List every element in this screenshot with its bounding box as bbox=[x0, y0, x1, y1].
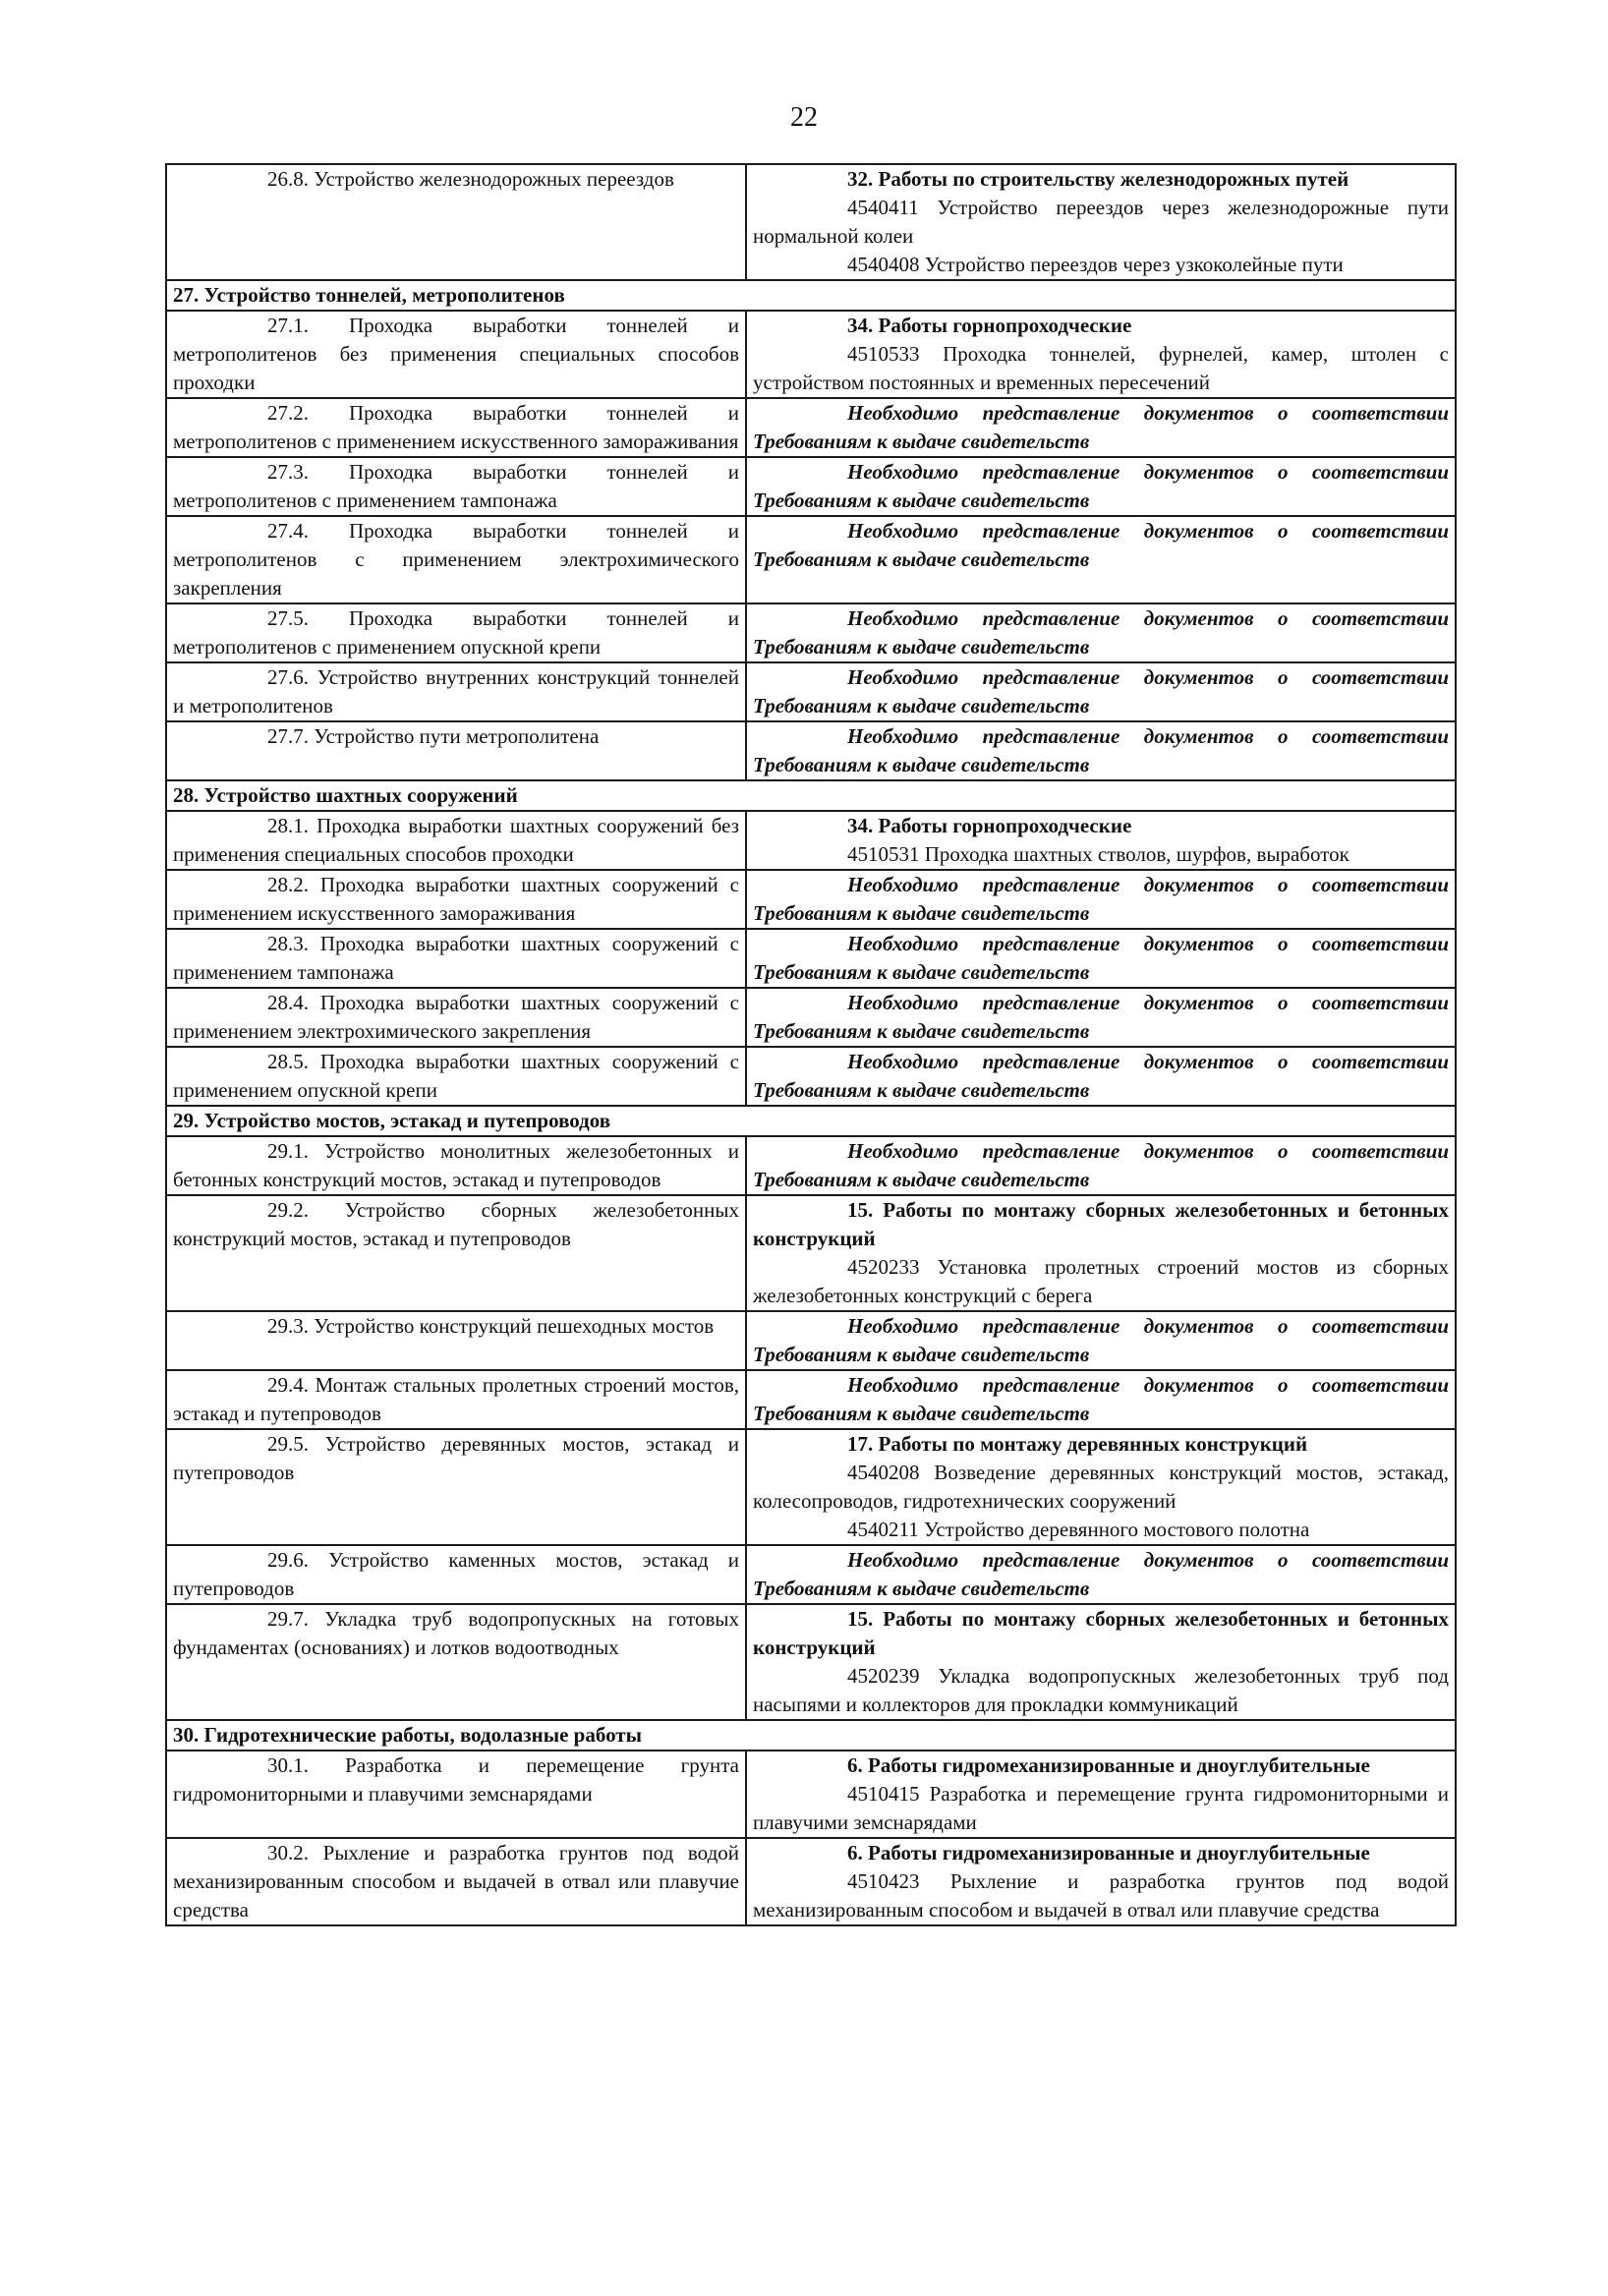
work-group-text: 32. Работы по строительству железнодорожных путей bbox=[847, 167, 1350, 191]
work-type-text: 29.7. Укладка труб водопропускных на готовых фундаментах (основаниях) и лотков водоотводных bbox=[173, 1607, 739, 1659]
table-row bbox=[166, 311, 1456, 398]
table-row bbox=[166, 662, 1456, 721]
work-type-text: 27.6. Устройство внутренних конструкций тоннелей и метрополитенов bbox=[173, 665, 739, 718]
classifier-cell bbox=[746, 164, 1456, 280]
work-type-cell bbox=[166, 1838, 746, 1925]
table-row bbox=[166, 1751, 1456, 1838]
classifier-code bbox=[753, 840, 1449, 869]
section-row bbox=[166, 280, 1456, 311]
table-row bbox=[166, 457, 1456, 516]
work-type-text: 29.4. Монтаж стальных пролетных строений мостов, эстакад и путепроводов bbox=[173, 1373, 739, 1425]
classifier-code bbox=[753, 1516, 1449, 1544]
section-row bbox=[166, 1106, 1456, 1136]
work-group-text: 6. Работы гидромеханизированные и дноуглубительные bbox=[847, 1841, 1370, 1865]
table-row bbox=[166, 516, 1456, 603]
requirement-note bbox=[753, 604, 1449, 661]
work-type-text: 29.2. Устройство сборных железобетонных конструкций мостов, эстакад и путепроводов bbox=[173, 1198, 739, 1250]
work-type-cell bbox=[166, 457, 746, 516]
classifier-cell bbox=[746, 516, 1456, 603]
work-type-text: 26.8. Устройство железнодорожных переездов bbox=[267, 167, 674, 191]
classifier-code-text: 4540408 Устройство переездов через узкоколейные пути bbox=[847, 253, 1344, 276]
classifier-code bbox=[753, 1253, 1449, 1310]
classifier-code-text: 4510423 Рыхление и разработка грунтов под водой механизированным способом и выдачей в отвал или плавучие средства bbox=[753, 1869, 1449, 1922]
classifier-code-text: 4510533 Проходка тоннелей, фурнелей, камер, штолен с устройством постоянных и временных пересечений bbox=[753, 342, 1449, 394]
classifier-code bbox=[753, 1662, 1449, 1719]
classifier-code bbox=[753, 1459, 1449, 1516]
classifier-cell bbox=[746, 1136, 1456, 1195]
work-group-title bbox=[753, 1605, 1449, 1662]
requirement-text: Необходимо представление документов о соответствии Требованиям к выдаче свидетельств bbox=[753, 1139, 1449, 1191]
table-row bbox=[166, 811, 1456, 870]
work-type-cell bbox=[166, 929, 746, 988]
classifier-code bbox=[753, 251, 1449, 279]
classifier-cell bbox=[746, 1838, 1456, 1925]
work-type-text: 28.4. Проходка выработки шахтных сооружений с применением электрохимического закрепления bbox=[173, 991, 739, 1043]
classifier-code bbox=[753, 340, 1449, 397]
requirement-text: Необходимо представление документов о соответствии Требованиям к выдаче свидетельств bbox=[753, 1548, 1449, 1600]
requirement-text: Необходимо представление документов о соответствии Требованиям к выдаче свидетельств bbox=[753, 665, 1449, 718]
classifier-code-text: 4510415 Разработка и перемещение грунта гидромониторными и плавучими земснарядами bbox=[753, 1782, 1449, 1834]
table-row bbox=[166, 1545, 1456, 1604]
requirement-note bbox=[753, 399, 1449, 456]
work-type-cell bbox=[166, 721, 746, 780]
work-group-title bbox=[753, 1430, 1449, 1459]
work-type-text: 27.7. Устройство пути метрополитена bbox=[267, 724, 600, 748]
table-row bbox=[166, 398, 1456, 457]
requirement-note bbox=[753, 1371, 1449, 1428]
work-group-title bbox=[753, 312, 1449, 340]
work-type-text: 27.4. Проходка выработки тоннелей и метрополитенов с применением электрохимического закрепления bbox=[173, 519, 739, 600]
work-type-cell bbox=[166, 1136, 746, 1195]
work-type-text: 30.1. Разработка и перемещение грунта гидромониторными и плавучими земснарядами bbox=[173, 1753, 739, 1806]
classifier-code-text: 4520233 Установка пролетных строений мостов из сборных железобетонных конструкций с берега bbox=[753, 1255, 1449, 1307]
requirement-note bbox=[753, 663, 1449, 720]
table-row bbox=[166, 1838, 1456, 1925]
work-type-text: 28.1. Проходка выработки шахтных сооружений без применения специальных способов проходки bbox=[173, 814, 739, 866]
work-type-cell bbox=[166, 662, 746, 721]
requirement-note bbox=[753, 930, 1449, 987]
classifier-cell bbox=[746, 870, 1456, 929]
requirement-text: Необходимо представление документов о соответствии Требованиям к выдаче свидетельств bbox=[753, 873, 1449, 925]
requirement-note bbox=[753, 517, 1449, 574]
requirement-note bbox=[753, 1048, 1449, 1105]
table-row bbox=[166, 164, 1456, 280]
classifier-cell bbox=[746, 1604, 1456, 1720]
table-row bbox=[166, 988, 1456, 1047]
table-row bbox=[166, 721, 1456, 780]
classifier-cell bbox=[746, 311, 1456, 398]
requirement-text: Необходимо представление документов о соответствии Требованиям к выдаче свидетельств bbox=[753, 1373, 1449, 1425]
work-type-cell bbox=[166, 1751, 746, 1838]
classifier-code-text: 4540411 Устройство переездов через железнодорожные пути нормальной колеи bbox=[753, 196, 1449, 248]
classifier-code-text: 4540208 Возведение деревянных конструкций мостов, эстакад, колесопроводов, гидротехнических сооружений bbox=[753, 1461, 1449, 1513]
classifier-cell bbox=[746, 398, 1456, 457]
requirement-note bbox=[753, 1137, 1449, 1194]
work-type-text: 29.1. Устройство монолитных железобетонных и бетонных конструкций мостов, эстакад и путепроводов bbox=[173, 1139, 739, 1191]
work-type-cell bbox=[166, 1311, 746, 1370]
page-number: 22 bbox=[790, 102, 818, 133]
work-type-cell bbox=[166, 1429, 746, 1545]
classifier-cell bbox=[746, 721, 1456, 780]
work-group-text: 17. Работы по монтажу деревянных конструкций bbox=[847, 1432, 1308, 1456]
requirement-note bbox=[753, 1546, 1449, 1603]
classifier-code-text: 4510531 Проходка шахтных стволов, шурфов, выработок bbox=[847, 842, 1350, 866]
work-group-title bbox=[753, 165, 1449, 194]
work-type-cell bbox=[166, 398, 746, 457]
work-type-text: 27.5. Проходка выработки тоннелей и метрополитенов с применением опускной крепи bbox=[173, 606, 739, 659]
works-table bbox=[165, 163, 1457, 1926]
classifier-cell bbox=[746, 1047, 1456, 1106]
table-row bbox=[166, 929, 1456, 988]
work-group-text: 15. Работы по монтажу сборных железобетонных и бетонных конструкций bbox=[753, 1198, 1449, 1250]
work-type-cell bbox=[166, 164, 746, 280]
classifier-cell bbox=[746, 1370, 1456, 1429]
work-type-text: 29.6. Устройство каменных мостов, эстакад и путепроводов bbox=[173, 1548, 739, 1600]
requirement-note bbox=[753, 989, 1449, 1046]
work-type-cell bbox=[166, 870, 746, 929]
requirement-note bbox=[753, 1312, 1449, 1369]
classifier-cell bbox=[746, 662, 1456, 721]
work-group-title bbox=[753, 1751, 1449, 1780]
work-type-cell bbox=[166, 1370, 746, 1429]
work-group-text: 34. Работы горнопроходческие bbox=[847, 314, 1132, 337]
classifier-code bbox=[753, 1867, 1449, 1924]
classifier-code-text: 4540211 Устройство деревянного мостового полотна bbox=[847, 1518, 1310, 1541]
table-row bbox=[166, 1136, 1456, 1195]
work-type-cell bbox=[166, 988, 746, 1047]
work-type-text: 27.3. Проходка выработки тоннелей и метрополитенов с применением тампонажа bbox=[173, 460, 739, 512]
requirement-text: Необходимо представление документов о соответствии Требованиям к выдаче свидетельств bbox=[753, 932, 1449, 984]
requirement-text: Необходимо представление документов о соответствии Требованиям к выдаче свидетельств bbox=[753, 519, 1449, 571]
table-row bbox=[166, 1047, 1456, 1106]
work-type-text: 28.5. Проходка выработки шахтных сооружений с применением опускной крепи bbox=[173, 1050, 739, 1102]
work-type-cell bbox=[166, 1545, 746, 1604]
classifier-code bbox=[753, 194, 1449, 251]
work-group-text: 15. Работы по монтажу сборных железобетонных и бетонных конструкций bbox=[753, 1607, 1449, 1659]
work-group-title bbox=[753, 1839, 1449, 1867]
work-type-text: 27.2. Проходка выработки тоннелей и метрополитенов с применением искусственного замораживания bbox=[173, 401, 739, 453]
table-row bbox=[166, 1429, 1456, 1545]
requirement-text: Необходимо представление документов о соответствии Требованиям к выдаче свидетельств bbox=[753, 991, 1449, 1043]
work-type-cell bbox=[166, 516, 746, 603]
work-type-cell bbox=[166, 1604, 746, 1720]
work-type-cell bbox=[166, 311, 746, 398]
work-type-cell bbox=[166, 1195, 746, 1311]
work-type-text: 28.3. Проходка выработки шахтных сооружений с применением тампонажа bbox=[173, 932, 739, 984]
work-group-text: 34. Работы горнопроходческие bbox=[847, 814, 1132, 837]
work-type-text: 27.1. Проходка выработки тоннелей и метрополитенов без применения специальных способов проходки bbox=[173, 314, 739, 394]
requirement-text: Необходимо представление документов о соответствии Требованиям к выдаче свидетельств bbox=[753, 460, 1449, 512]
requirement-text: Необходимо представление документов о соответствии Требованиям к выдаче свидетельств bbox=[753, 1314, 1449, 1366]
section-row bbox=[166, 780, 1456, 811]
requirement-note bbox=[753, 458, 1449, 515]
requirement-text: Необходимо представление документов о соответствии Требованиям к выдаче свидетельств bbox=[753, 401, 1449, 453]
work-group-text: 6. Работы гидромеханизированные и дноуглубительные bbox=[847, 1753, 1370, 1777]
work-group-title bbox=[753, 1196, 1449, 1253]
section-row bbox=[166, 1720, 1456, 1751]
classifier-cell bbox=[746, 457, 1456, 516]
classifier-cell bbox=[746, 1429, 1456, 1545]
section-title: 27. Устройство тоннелей, метрополитенов bbox=[166, 280, 1456, 311]
table-row bbox=[166, 870, 1456, 929]
section-title: 28. Устройство шахтных сооружений bbox=[166, 780, 1456, 811]
classifier-code bbox=[753, 1780, 1449, 1837]
requirement-text: Необходимо представление документов о соответствии Требованиям к выдаче свидетельств bbox=[753, 606, 1449, 659]
work-type-text: 28.2. Проходка выработки шахтных сооружений с применением искусственного замораживания bbox=[173, 873, 739, 925]
requirement-note bbox=[753, 722, 1449, 779]
table-row bbox=[166, 1370, 1456, 1429]
table-row bbox=[166, 1311, 1456, 1370]
classifier-cell bbox=[746, 988, 1456, 1047]
work-type-text: 29.3. Устройство конструкций пешеходных мостов bbox=[267, 1314, 715, 1338]
classifier-cell bbox=[746, 1195, 1456, 1311]
table-row bbox=[166, 1195, 1456, 1311]
work-type-text: 30.2. Рыхление и разработка грунтов под водой механизированным способом и выдачей в отвал или плавучие средства bbox=[173, 1841, 739, 1922]
requirement-text: Необходимо представление документов о соответствии Требованиям к выдаче свидетельств bbox=[753, 1050, 1449, 1102]
requirement-text: Необходимо представление документов о соответствии Требованиям к выдаче свидетельств bbox=[753, 724, 1449, 776]
requirement-note bbox=[753, 871, 1449, 928]
classifier-cell bbox=[746, 603, 1456, 662]
work-type-cell bbox=[166, 811, 746, 870]
classifier-cell bbox=[746, 1751, 1456, 1838]
table-row bbox=[166, 1604, 1456, 1720]
work-type-cell bbox=[166, 1047, 746, 1106]
work-group-title bbox=[753, 812, 1449, 840]
classifier-code-text: 4520239 Укладка водопропускных железобетонных труб под насыпями и коллекторов для прокладки коммуникаций bbox=[753, 1664, 1449, 1716]
classifier-cell bbox=[746, 1545, 1456, 1604]
classifier-cell bbox=[746, 929, 1456, 988]
section-title: 29. Устройство мостов, эстакад и путепроводов bbox=[166, 1106, 1456, 1136]
classifier-cell bbox=[746, 1311, 1456, 1370]
table-row bbox=[166, 603, 1456, 662]
section-title: 30. Гидротехнические работы, водолазные работы bbox=[166, 1720, 1456, 1751]
work-type-text: 29.5. Устройство деревянных мостов, эстакад и путепроводов bbox=[173, 1432, 739, 1484]
work-type-cell bbox=[166, 603, 746, 662]
classifier-cell bbox=[746, 811, 1456, 870]
